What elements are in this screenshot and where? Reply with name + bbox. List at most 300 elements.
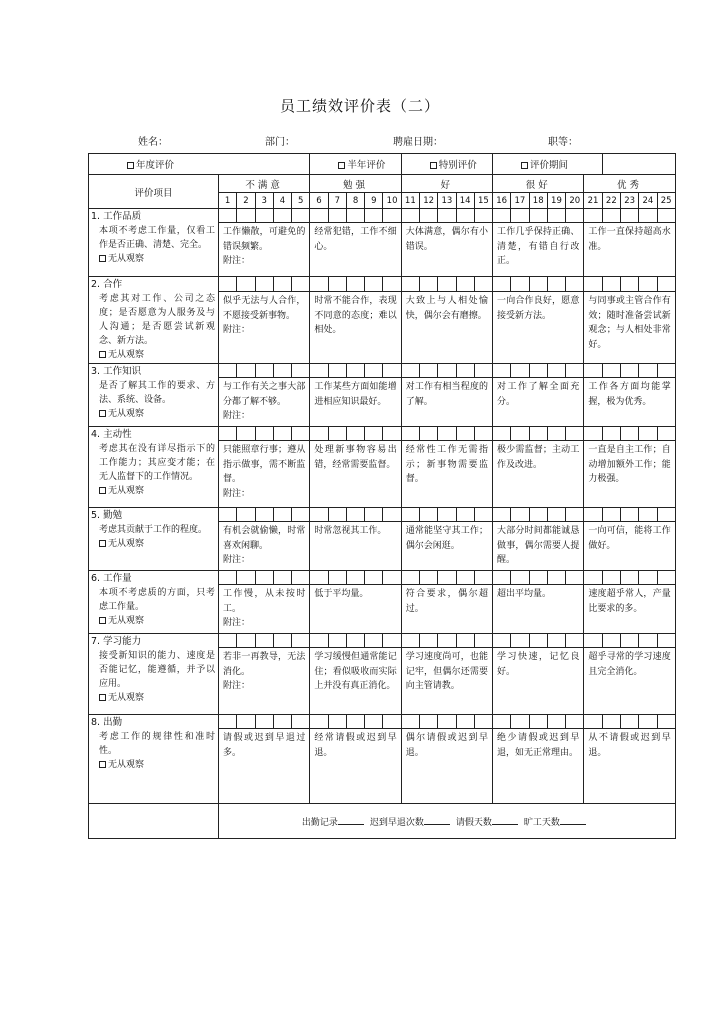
score-box[interactable]	[474, 571, 492, 585]
level-text: 超出平均量。	[497, 589, 552, 599]
score-box[interactable]	[657, 715, 675, 729]
score-box[interactable]	[401, 427, 419, 441]
score-box[interactable]	[237, 209, 255, 223]
score-box[interactable]	[419, 427, 437, 441]
level-description-2	[310, 585, 401, 634]
score-box[interactable]	[620, 209, 638, 223]
not-observed-label: 无从观察	[108, 409, 145, 419]
score-box[interactable]	[419, 571, 437, 585]
score-box[interactable]	[657, 364, 675, 378]
score-box[interactable]	[620, 508, 638, 522]
score-box[interactable]	[365, 634, 383, 648]
score-box[interactable]	[401, 364, 419, 378]
level-text: 一直是自主工作；自动增加额外工作；能力极强。	[588, 445, 671, 484]
score-box[interactable]	[365, 508, 383, 522]
score-number: 8	[346, 193, 364, 209]
score-box[interactable]	[255, 277, 273, 292]
criterion-cell	[89, 364, 219, 427]
not-observed-label: 无从观察	[108, 693, 145, 703]
eval-type-label: 年度评价	[136, 160, 175, 171]
score-box[interactable]	[529, 571, 547, 585]
score-box[interactable]	[620, 427, 638, 441]
score-box[interactable]	[639, 209, 657, 223]
eval-type-option-2[interactable]	[401, 154, 492, 175]
not-observed-label: 无从观察	[108, 760, 145, 770]
score-box[interactable]	[566, 209, 584, 223]
score-number: 3	[255, 193, 273, 209]
score-box[interactable]	[219, 715, 237, 729]
evaluation-table	[88, 153, 676, 839]
attendance-blank	[89, 804, 219, 839]
score-box[interactable]	[383, 427, 401, 441]
score-number: 15	[474, 193, 492, 209]
score-box[interactable]	[602, 364, 620, 378]
criterion-title: 6. 工作量	[91, 573, 132, 584]
score-box[interactable]	[383, 634, 401, 648]
not-observed-option[interactable]	[92, 484, 215, 498]
score-box[interactable]	[365, 427, 383, 441]
level-text: 时常忽视其工作。	[314, 526, 387, 536]
note-label: 附注：	[223, 555, 251, 565]
level-text: 绝少请假或迟到早退，如无正常理由。	[497, 733, 580, 758]
score-box[interactable]	[255, 508, 273, 522]
score-box[interactable]	[438, 209, 456, 223]
score-box[interactable]	[456, 277, 474, 292]
level-description-5	[584, 522, 675, 571]
score-box[interactable]	[419, 277, 437, 292]
score-number: 20	[566, 193, 584, 209]
score-box[interactable]	[566, 508, 584, 522]
score-box[interactable]	[474, 427, 492, 441]
not-observed-label: 无从观察	[108, 350, 145, 360]
score-box[interactable]	[438, 571, 456, 585]
score-box[interactable]	[511, 508, 529, 522]
score-box[interactable]	[237, 364, 255, 378]
checkbox-icon[interactable]	[338, 162, 345, 169]
score-box[interactable]	[237, 427, 255, 441]
score-box[interactable]	[493, 427, 511, 441]
score-box[interactable]	[657, 634, 675, 648]
score-box[interactable]	[419, 715, 437, 729]
score-box[interactable]	[310, 277, 328, 292]
criterion-score-row	[89, 364, 676, 378]
score-box[interactable]	[456, 571, 474, 585]
eval-type-option-3[interactable]	[493, 154, 603, 175]
score-box[interactable]	[474, 634, 492, 648]
score-box[interactable]	[584, 508, 602, 522]
score-box[interactable]	[511, 209, 529, 223]
score-box[interactable]	[237, 634, 255, 648]
score-box[interactable]	[456, 508, 474, 522]
score-box[interactable]	[529, 277, 547, 292]
level-description-5	[584, 585, 675, 634]
level-description-5	[584, 223, 675, 277]
eval-type-option-1[interactable]	[310, 154, 401, 175]
score-box[interactable]	[620, 634, 638, 648]
score-box[interactable]	[365, 715, 383, 729]
score-box[interactable]	[328, 209, 346, 223]
level-text: 与同事或主管合作有效；随时准备尝试新观念；与人相处非常好。	[588, 296, 671, 350]
score-box[interactable]	[365, 364, 383, 378]
score-box[interactable]	[456, 427, 474, 441]
score-box[interactable]	[292, 209, 310, 223]
criterion-title: 2. 合作	[91, 279, 123, 290]
score-number: 19	[547, 193, 565, 209]
score-box[interactable]	[273, 364, 291, 378]
score-box[interactable]	[493, 571, 511, 585]
score-box[interactable]	[401, 277, 419, 292]
score-box[interactable]	[493, 277, 511, 292]
score-box[interactable]	[346, 209, 364, 223]
score-box[interactable]	[657, 209, 675, 223]
score-box[interactable]	[438, 715, 456, 729]
checkbox-icon[interactable]	[99, 351, 106, 358]
eval-period-field[interactable]	[602, 154, 675, 175]
score-box[interactable]	[620, 364, 638, 378]
attendance-leave_days-field[interactable]	[492, 815, 518, 825]
score-box[interactable]	[584, 715, 602, 729]
score-box[interactable]	[566, 427, 584, 441]
score-box[interactable]	[365, 209, 383, 223]
score-box[interactable]	[419, 209, 437, 223]
score-box[interactable]	[383, 715, 401, 729]
score-box[interactable]	[456, 209, 474, 223]
level-text: 大部分时间都能诚恳做事，偶尔需要人提醒。	[497, 526, 580, 565]
score-box[interactable]	[547, 571, 565, 585]
score-number: 21	[584, 193, 602, 209]
level-description-4	[493, 223, 584, 277]
score-box[interactable]	[273, 715, 291, 729]
level-text: 经常性工作无需指示；新事物需要监督。	[405, 445, 489, 484]
level-text: 工作懒散，可避免的错误频繁。	[223, 227, 306, 252]
checkbox-icon[interactable]	[99, 540, 106, 547]
score-box[interactable]	[346, 277, 364, 292]
score-box[interactable]	[547, 634, 565, 648]
score-box[interactable]	[310, 508, 328, 522]
level-text: 时常不能合作，表现不同意的态度；难以相处。	[314, 296, 397, 336]
score-box[interactable]	[310, 634, 328, 648]
score-box[interactable]	[346, 508, 364, 522]
score-box[interactable]	[237, 508, 255, 522]
score-box[interactable]	[474, 508, 492, 522]
score-number: 24	[639, 193, 657, 209]
score-box[interactable]	[219, 277, 237, 292]
level-description-5	[584, 648, 675, 715]
score-number: 1	[219, 193, 237, 209]
score-box[interactable]	[292, 715, 310, 729]
not-observed-label: 无从观察	[108, 254, 145, 264]
score-box[interactable]	[292, 571, 310, 585]
score-box[interactable]	[401, 508, 419, 522]
score-box[interactable]	[255, 364, 273, 378]
score-box[interactable]	[566, 364, 584, 378]
score-box[interactable]	[328, 634, 346, 648]
score-box[interactable]	[602, 277, 620, 292]
level-description-2	[310, 378, 401, 427]
criterion-description: 本项不考虑质的方面，只考虑工作量。	[99, 588, 215, 612]
score-box[interactable]	[584, 634, 602, 648]
score-box[interactable]	[602, 209, 620, 223]
checkbox-icon[interactable]	[127, 162, 134, 169]
score-box[interactable]	[383, 508, 401, 522]
criterion-description: 接受新知识的能力、速度是否能记忆，能遵循，并予以应用。	[99, 651, 215, 689]
checkbox-icon[interactable]	[99, 410, 106, 417]
not-observed-option[interactable]	[92, 348, 215, 362]
score-box[interactable]	[620, 571, 638, 585]
score-box[interactable]	[602, 634, 620, 648]
criterion-cell	[89, 209, 219, 277]
score-box[interactable]	[529, 364, 547, 378]
criterion-score-row	[89, 277, 676, 292]
score-box[interactable]	[456, 634, 474, 648]
level-text: 极少需监督；主动工作及改进。	[497, 445, 580, 470]
score-box[interactable]	[219, 427, 237, 441]
score-box[interactable]	[237, 715, 255, 729]
score-box[interactable]	[310, 364, 328, 378]
score-box[interactable]	[474, 364, 492, 378]
score-box[interactable]	[219, 634, 237, 648]
score-box[interactable]	[346, 427, 364, 441]
score-box[interactable]	[493, 209, 511, 223]
level-description-3	[401, 441, 492, 508]
score-box[interactable]	[273, 427, 291, 441]
score-box[interactable]	[365, 571, 383, 585]
level-description-2	[310, 648, 401, 715]
score-box[interactable]	[292, 277, 310, 292]
score-box[interactable]	[584, 427, 602, 441]
score-box[interactable]	[474, 209, 492, 223]
score-box[interactable]	[401, 634, 419, 648]
eval-type-label: 特别评价	[438, 160, 477, 171]
level-description-4	[493, 729, 584, 804]
score-box[interactable]	[493, 715, 511, 729]
not-observed-option[interactable]	[92, 537, 215, 551]
attendance-late_early-label: 迟到早退次数	[369, 817, 424, 828]
score-box[interactable]	[511, 634, 529, 648]
level-description-1	[219, 585, 310, 634]
score-box[interactable]	[237, 571, 255, 585]
not-observed-option[interactable]	[92, 614, 215, 628]
score-box[interactable]	[602, 508, 620, 522]
score-box[interactable]	[401, 209, 419, 223]
level-description-3	[401, 223, 492, 277]
checkbox-icon[interactable]	[99, 617, 106, 624]
score-box[interactable]	[365, 277, 383, 292]
score-box[interactable]	[511, 277, 529, 292]
criterion-cell	[89, 277, 219, 364]
attendance-absent_days-label: 旷工天数	[523, 817, 560, 828]
name-label: 姓名：	[138, 137, 168, 148]
checkbox-icon[interactable]	[521, 162, 528, 169]
score-box[interactable]	[511, 427, 529, 441]
score-box[interactable]	[383, 364, 401, 378]
score-box[interactable]	[273, 209, 291, 223]
score-box[interactable]	[310, 427, 328, 441]
score-box[interactable]	[383, 571, 401, 585]
score-box[interactable]	[529, 427, 547, 441]
score-box[interactable]	[438, 508, 456, 522]
score-box[interactable]	[419, 634, 437, 648]
score-box[interactable]	[438, 634, 456, 648]
score-box[interactable]	[584, 571, 602, 585]
criterion-description: 本项不考虑工作量，仅看工作是否正确、清楚、完全。	[99, 226, 215, 250]
score-box[interactable]	[401, 571, 419, 585]
score-box[interactable]	[292, 508, 310, 522]
score-number: 6	[310, 193, 328, 209]
score-box[interactable]	[273, 571, 291, 585]
score-box[interactable]	[474, 715, 492, 729]
level-text: 似乎无法与人合作，不愿接受新事物。	[223, 296, 306, 321]
score-box[interactable]	[438, 427, 456, 441]
score-box[interactable]	[346, 715, 364, 729]
score-box[interactable]	[657, 571, 675, 585]
score-box[interactable]	[419, 364, 437, 378]
score-box[interactable]	[310, 715, 328, 729]
score-box[interactable]	[456, 364, 474, 378]
score-box[interactable]	[346, 571, 364, 585]
department-label: 部门：	[265, 137, 295, 148]
score-box[interactable]	[219, 508, 237, 522]
score-box[interactable]	[566, 277, 584, 292]
score-box[interactable]	[657, 427, 675, 441]
employee-info-row	[0, 133, 720, 149]
attendance-late_early-field[interactable]	[424, 815, 450, 825]
score-box[interactable]	[620, 277, 638, 292]
checkbox-icon[interactable]	[99, 255, 106, 262]
score-box[interactable]	[292, 634, 310, 648]
score-box[interactable]	[529, 508, 547, 522]
attendance-absent_days-field[interactable]	[560, 815, 586, 825]
level-text: 偶尔请假或迟到早退。	[405, 733, 489, 758]
score-box[interactable]	[529, 634, 547, 648]
score-box[interactable]	[328, 427, 346, 441]
score-box[interactable]	[273, 508, 291, 522]
score-box[interactable]	[547, 209, 565, 223]
checkbox-icon[interactable]	[99, 694, 106, 701]
score-box[interactable]	[310, 571, 328, 585]
level-header-1: 不满意	[219, 175, 310, 193]
score-box[interactable]	[639, 715, 657, 729]
score-box[interactable]	[584, 209, 602, 223]
not-observed-option[interactable]	[92, 252, 215, 266]
score-box[interactable]	[493, 364, 511, 378]
position-label: 职等：	[548, 137, 578, 148]
score-box[interactable]	[639, 364, 657, 378]
score-box[interactable]	[255, 715, 273, 729]
level-text: 一向可信，能将工作做好。	[588, 526, 671, 551]
score-box[interactable]	[529, 715, 547, 729]
score-box[interactable]	[328, 508, 346, 522]
score-box[interactable]	[639, 277, 657, 292]
checkbox-icon[interactable]	[99, 487, 106, 494]
score-box[interactable]	[657, 508, 675, 522]
score-number: 12	[419, 193, 437, 209]
score-box[interactable]	[292, 427, 310, 441]
level-description-5	[584, 378, 675, 427]
score-box[interactable]	[639, 634, 657, 648]
checkbox-icon[interactable]	[99, 761, 106, 768]
score-box[interactable]	[639, 571, 657, 585]
not-observed-option[interactable]	[92, 407, 215, 421]
score-box[interactable]	[255, 571, 273, 585]
score-box[interactable]	[438, 364, 456, 378]
score-box[interactable]	[219, 209, 237, 223]
score-box[interactable]	[383, 209, 401, 223]
score-box[interactable]	[328, 277, 346, 292]
score-box[interactable]	[328, 571, 346, 585]
score-box[interactable]	[237, 277, 255, 292]
score-box[interactable]	[511, 715, 529, 729]
score-box[interactable]	[511, 364, 529, 378]
not-observed-option[interactable]	[92, 758, 215, 772]
score-box[interactable]	[474, 277, 492, 292]
attendance-record-field[interactable]	[338, 815, 364, 825]
score-box[interactable]	[547, 427, 565, 441]
score-box[interactable]	[602, 427, 620, 441]
score-box[interactable]	[493, 508, 511, 522]
checkbox-icon[interactable]	[430, 162, 437, 169]
eval-type-row	[89, 154, 676, 175]
score-box[interactable]	[419, 508, 437, 522]
score-box[interactable]	[639, 508, 657, 522]
criterion-description: 考虑其贡献于工作的程度。	[99, 525, 208, 535]
score-box[interactable]	[346, 634, 364, 648]
score-box[interactable]	[602, 715, 620, 729]
score-box[interactable]	[438, 277, 456, 292]
score-box[interactable]	[273, 277, 291, 292]
score-box[interactable]	[273, 634, 291, 648]
score-box[interactable]	[566, 571, 584, 585]
score-box[interactable]	[456, 715, 474, 729]
level-description-1	[219, 223, 310, 277]
score-box[interactable]	[602, 571, 620, 585]
score-box[interactable]	[292, 364, 310, 378]
score-box[interactable]	[328, 715, 346, 729]
score-box[interactable]	[639, 427, 657, 441]
level-description-4	[493, 292, 584, 364]
score-box[interactable]	[310, 209, 328, 223]
score-box[interactable]	[346, 364, 364, 378]
score-box[interactable]	[584, 364, 602, 378]
score-box[interactable]	[255, 634, 273, 648]
score-box[interactable]	[584, 277, 602, 292]
not-observed-option[interactable]	[92, 691, 215, 705]
score-box[interactable]	[401, 715, 419, 729]
score-box[interactable]	[383, 277, 401, 292]
score-box[interactable]	[566, 715, 584, 729]
level-description-1	[219, 378, 310, 427]
score-box[interactable]	[620, 715, 638, 729]
criterion-cell	[89, 715, 219, 804]
score-box[interactable]	[547, 508, 565, 522]
score-box[interactable]	[547, 364, 565, 378]
score-box[interactable]	[219, 571, 237, 585]
score-box[interactable]	[511, 571, 529, 585]
eval-type-option-0[interactable]	[89, 154, 310, 175]
score-box[interactable]	[255, 427, 273, 441]
score-box[interactable]	[493, 634, 511, 648]
score-box[interactable]	[219, 364, 237, 378]
score-box[interactable]	[547, 277, 565, 292]
score-box[interactable]	[547, 715, 565, 729]
score-box[interactable]	[255, 209, 273, 223]
score-box[interactable]	[566, 634, 584, 648]
score-box[interactable]	[328, 364, 346, 378]
score-box[interactable]	[529, 209, 547, 223]
level-description-4	[493, 441, 584, 508]
score-box[interactable]	[657, 277, 675, 292]
level-text: 大致上与人相处愉快，偶尔会有磨擦。	[405, 296, 489, 321]
